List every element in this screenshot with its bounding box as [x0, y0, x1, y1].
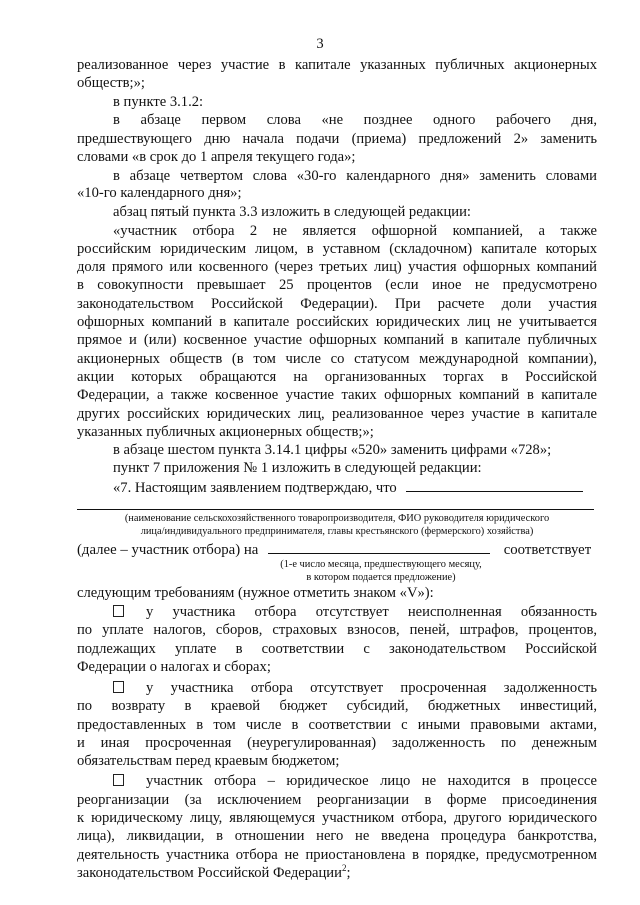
text-line: по возврату в краевой бюджет субсидий, бюджетных инвестиций,	[77, 698, 597, 715]
text-line: обязательствам перед краевым бюджетом;	[77, 753, 340, 770]
caption-line: (наименование сельскохозяйственного товаропроизводителя, ФИО руководителя юридического	[124, 513, 550, 525]
caption-line: лица/индивидуального предпринимателя, главы крестьянского (фермерского) хозяйства)	[140, 526, 534, 538]
date-field[interactable]	[268, 539, 490, 554]
text-line: «участник отбора 2 не является офшорной компанией, а также	[113, 222, 597, 239]
text-line: предшествующего дню начала подачи (приема) предложений 2» заменить	[77, 131, 597, 147]
text-line: офшорных компаний в капитале российских юридических лиц не учитывается	[77, 314, 597, 330]
text-line: в абзаце шестом пункта 3.14.1 цифры «520» заменить цифрами «728»;	[113, 442, 552, 459]
text-line: деятельность участника отбора не приостановлена в порядке, предусмотренном	[77, 846, 597, 863]
text-line: в абзаце первом слова «не позднее одного рабочего дня,	[113, 111, 597, 128]
text-line: пункт 7 приложения № 1 изложить в следующей редакции:	[113, 460, 482, 477]
statement-line	[77, 477, 597, 499]
footnote-marker: 2	[341, 862, 347, 873]
statement-text: «7. Настоящим заявлением подтверждаю, что	[113, 479, 397, 496]
text-line: абзац пятый пункта 3.3 изложить в следующей редакции:	[113, 204, 471, 221]
text-line: в абзаце четвертом слова «30-го календарного дня» заменить словами	[113, 167, 597, 184]
text-line: Федерации о налогах и сборах;	[77, 658, 271, 675]
requirement-tail: ;	[346, 864, 351, 881]
text-line: реорганизации (за исключением реорганизации в форме присоединения	[77, 791, 597, 808]
checkbox[interactable]	[113, 774, 124, 786]
date-line-left-text: (далее – участник отбора) на	[77, 541, 259, 558]
text-line: акции которых обращаются на организованных торгах в Российской	[77, 368, 597, 385]
text-line: обществ;»;	[77, 75, 145, 92]
page-number: 3	[316, 35, 324, 52]
caption-line: (1-е число месяца, предшествующего месяцу,	[280, 559, 482, 571]
text-line: по уплате налогов, сборов, страховых взносов, пеней, штрафов, процентов,	[77, 622, 597, 639]
requirement-text: у участника отбора отсутствует просроченная задолженность	[146, 680, 597, 696]
requirement-text: у участника отбора отсутствует неисполненная обязанность	[146, 604, 597, 621]
text-line: к юридическому лицу, являющемуся участником отбора, другого юридического	[77, 809, 597, 826]
participant-caption	[77, 512, 597, 538]
date-line-right-text: соответствует	[503, 541, 592, 558]
participant-name-field[interactable]	[406, 477, 583, 492]
checkbox[interactable]	[113, 681, 124, 693]
text-line: российским юридическим лицом, в уставном (складочном) капитале которых	[77, 240, 597, 257]
text-line	[77, 863, 597, 884]
text-line: доля прямого или косвенного (через третьих лиц) участия офшорных компаний	[77, 259, 597, 276]
text-line: лица), ликвидации, в отношении него не введена процедура банкротства,	[77, 828, 597, 845]
date-caption	[262, 558, 500, 584]
text-line: словами «в срок до 1 апреля текущего года»;	[77, 149, 356, 166]
text-line: акционерных обществ (в том числе со статусом международной компании),	[77, 350, 597, 367]
text-line: «10-го календарного дня»;	[77, 185, 242, 201]
requirement-text: законодательством Российской Федерации	[77, 864, 342, 881]
text-line: в пункте 3.1.2:	[113, 94, 204, 111]
caption-line: в котором подается предложение)	[306, 572, 456, 584]
requirements-intro: следующим требованиям (нужное отметить знаком «V»):	[77, 584, 434, 601]
text-line: предоставленных в том числе в соответствии с иными правовыми актами,	[77, 716, 597, 733]
checkbox[interactable]	[113, 605, 124, 617]
participant-name-field-line[interactable]	[77, 509, 594, 510]
text-line: в совокупности превышает 25 процентов (если иное не предусмотрено	[77, 277, 597, 294]
text-line: Федерации, а также косвенное участие таких офшорных компаний в капитале	[77, 387, 597, 404]
text-line: законодательством Российской Федерации). При расчете доли участия	[77, 295, 597, 312]
requirement-text: участник отбора – юридическое лицо не находится в процессе	[146, 773, 597, 790]
text-line: и иная просроченная (неурегулированная) задолженность по денежным	[77, 734, 597, 751]
text-line: прямое и (или) косвенное участие офшорных компаний в капитале публичных	[77, 332, 597, 349]
text-line: подлежащих уплате в соответствии с законодательством Российской	[77, 640, 597, 657]
text-line: других российских юридических лиц, реализованное через участие в капитале	[77, 405, 597, 422]
text-line: указанных публичных акционерных обществ;»;	[77, 423, 374, 440]
text-line: реализованное через участие в капитале указанных публичных акционерных	[77, 56, 597, 73]
